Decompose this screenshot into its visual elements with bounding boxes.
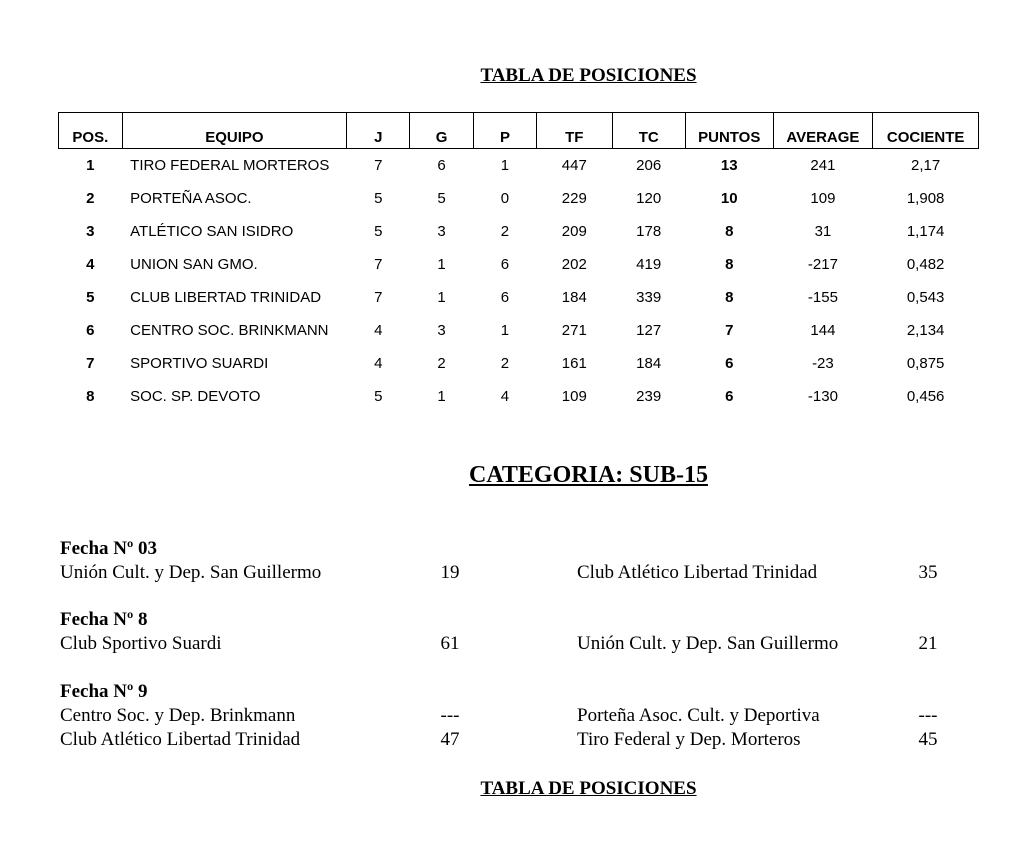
cell-tc: 339 — [636, 289, 662, 306]
match-away-team: Unión Cult. y Dep. San Guillermo — [577, 633, 839, 654]
cell-pos: 7 — [86, 355, 95, 372]
category-title: CATEGORIA: SUB-15 — [469, 462, 708, 488]
cell-average: -155 — [807, 289, 838, 306]
cell-tc: 419 — [636, 256, 662, 273]
cell-p: 6 — [500, 256, 510, 273]
fecha-title: Fecha Nº 8 — [60, 609, 148, 630]
cell-equipo: SOC. SP. DEVOTO — [130, 388, 261, 405]
standings-table — [58, 112, 979, 413]
cell-cociente: 2,17 — [911, 157, 941, 174]
cell-p: 2 — [500, 223, 510, 240]
cell-puntos: 8 — [725, 223, 734, 240]
cell-cociente: 2,134 — [906, 322, 945, 339]
header-j: J — [347, 113, 410, 149]
cell-cociente: 0,875 — [906, 355, 945, 372]
cell-puntos: 7 — [725, 322, 734, 339]
cell-j: 4 — [374, 322, 383, 339]
cell-puntos: 6 — [725, 355, 734, 372]
match-home-score: 19 — [440, 562, 460, 583]
cell-tf: 161 — [561, 355, 587, 372]
header-tf: TF — [537, 113, 612, 149]
table-row — [59, 347, 979, 380]
fecha-title: Fecha Nº 03 — [60, 538, 158, 559]
cell-equipo: UNION SAN GMO. — [130, 256, 258, 273]
cell-tc: 178 — [636, 223, 662, 240]
table-row — [59, 380, 979, 413]
table-header-row — [59, 113, 979, 149]
cell-cociente: 0,543 — [906, 289, 945, 306]
standings-title-2: TABLA DE POSICIONES — [480, 778, 697, 799]
cell-pos: 1 — [86, 157, 95, 174]
match-home-score: 61 — [440, 633, 460, 654]
table-row — [59, 182, 979, 215]
match-away-team: Tiro Federal y Dep. Morteros — [577, 729, 801, 750]
cell-equipo: ATLÉTICO SAN ISIDRO — [130, 223, 294, 240]
cell-tf: 229 — [561, 190, 587, 207]
cell-j: 5 — [374, 223, 383, 240]
cell-g: 1 — [437, 256, 446, 273]
cell-puntos: 10 — [720, 190, 738, 207]
cell-pos: 3 — [86, 223, 95, 240]
cell-p: 1 — [500, 322, 510, 339]
cell-tf: 184 — [561, 289, 587, 306]
cell-equipo: CLUB LIBERTAD TRINIDAD — [130, 289, 322, 306]
cell-j: 7 — [374, 256, 383, 273]
cell-puntos: 13 — [720, 157, 738, 174]
header-g: G — [410, 113, 473, 149]
cell-tc: 127 — [636, 322, 662, 339]
match-home-score: --- — [440, 705, 460, 726]
match-home-team: Club Sportivo Suardi — [60, 633, 222, 654]
header-cociente: COCIENTE — [873, 113, 979, 149]
cell-puntos: 6 — [725, 388, 734, 405]
cell-pos: 5 — [86, 289, 95, 306]
cell-average: 31 — [814, 223, 832, 240]
header-equipo: EQUIPO — [122, 113, 346, 149]
match-away-score: 21 — [918, 633, 938, 654]
table-row — [59, 149, 979, 183]
cell-g: 1 — [437, 388, 446, 405]
match-home-team: Centro Soc. y Dep. Brinkmann — [60, 705, 296, 726]
match-home-team: Unión Cult. y Dep. San Guillermo — [60, 562, 322, 583]
cell-pos: 8 — [86, 388, 95, 405]
cell-cociente: 1,908 — [906, 190, 945, 207]
cell-equipo: TIRO FEDERAL MORTEROS — [130, 157, 330, 174]
table-row — [59, 314, 979, 347]
cell-j: 5 — [374, 190, 383, 207]
match-away-team: Porteña Asoc. Cult. y Deportiva — [577, 705, 820, 726]
cell-g: 1 — [437, 289, 446, 306]
cell-tf: 447 — [561, 157, 587, 174]
match-away-score: 45 — [918, 729, 938, 750]
cell-average: -130 — [807, 388, 838, 405]
cell-p: 2 — [500, 355, 510, 372]
cell-average: 144 — [810, 322, 836, 339]
cell-g: 2 — [437, 355, 446, 372]
header-p: P — [473, 113, 536, 149]
cell-pos: 4 — [86, 256, 95, 273]
cell-tf: 209 — [561, 223, 587, 240]
cell-p: 6 — [500, 289, 510, 306]
cell-g: 3 — [437, 322, 446, 339]
header-puntos: PUNTOS — [685, 113, 773, 149]
cell-cociente: 1,174 — [906, 223, 945, 240]
fecha-title: Fecha Nº 9 — [60, 681, 148, 702]
cell-tc: 206 — [636, 157, 662, 174]
cell-equipo: SPORTIVO SUARDI — [130, 355, 269, 372]
table-row — [59, 281, 979, 314]
cell-equipo: CENTRO SOC. BRINKMANN — [130, 322, 329, 339]
cell-tf: 271 — [561, 322, 587, 339]
cell-pos: 6 — [86, 322, 95, 339]
cell-cociente: 0,482 — [906, 256, 945, 273]
cell-tc: 239 — [636, 388, 662, 405]
cell-g: 6 — [437, 157, 446, 174]
match-home-score: 47 — [440, 729, 460, 750]
cell-j: 7 — [374, 289, 383, 306]
cell-p: 1 — [500, 157, 510, 174]
cell-average: 241 — [810, 157, 836, 174]
standings-title: TABLA DE POSICIONES — [480, 65, 697, 86]
table-row — [59, 248, 979, 281]
cell-puntos: 8 — [725, 289, 734, 306]
cell-tf: 202 — [561, 256, 587, 273]
header-tc: TC — [612, 113, 685, 149]
cell-j: 5 — [374, 388, 383, 405]
cell-p: 4 — [500, 388, 510, 405]
cell-p: 0 — [500, 190, 510, 207]
match-away-score: 35 — [918, 562, 938, 583]
cell-average: 109 — [810, 190, 836, 207]
cell-g: 5 — [437, 190, 446, 207]
cell-average: -23 — [812, 355, 834, 372]
header-pos: POS. — [59, 113, 123, 149]
cell-pos: 2 — [86, 190, 95, 207]
cell-cociente: 0,456 — [906, 388, 945, 405]
table-row — [59, 215, 979, 248]
cell-g: 3 — [437, 223, 446, 240]
cell-j: 4 — [374, 355, 383, 372]
cell-tf: 109 — [561, 388, 587, 405]
cell-equipo: PORTEÑA ASOC. — [130, 190, 252, 207]
match-away-team: Club Atlético Libertad Trinidad — [577, 562, 818, 583]
header-average: AVERAGE — [773, 113, 873, 149]
cell-average: -217 — [807, 256, 838, 273]
cell-tc: 120 — [636, 190, 662, 207]
cell-tc: 184 — [636, 355, 662, 372]
match-away-score: --- — [918, 705, 938, 726]
cell-j: 7 — [374, 157, 383, 174]
cell-puntos: 8 — [725, 256, 734, 273]
match-home-team: Club Atlético Libertad Trinidad — [60, 729, 301, 750]
